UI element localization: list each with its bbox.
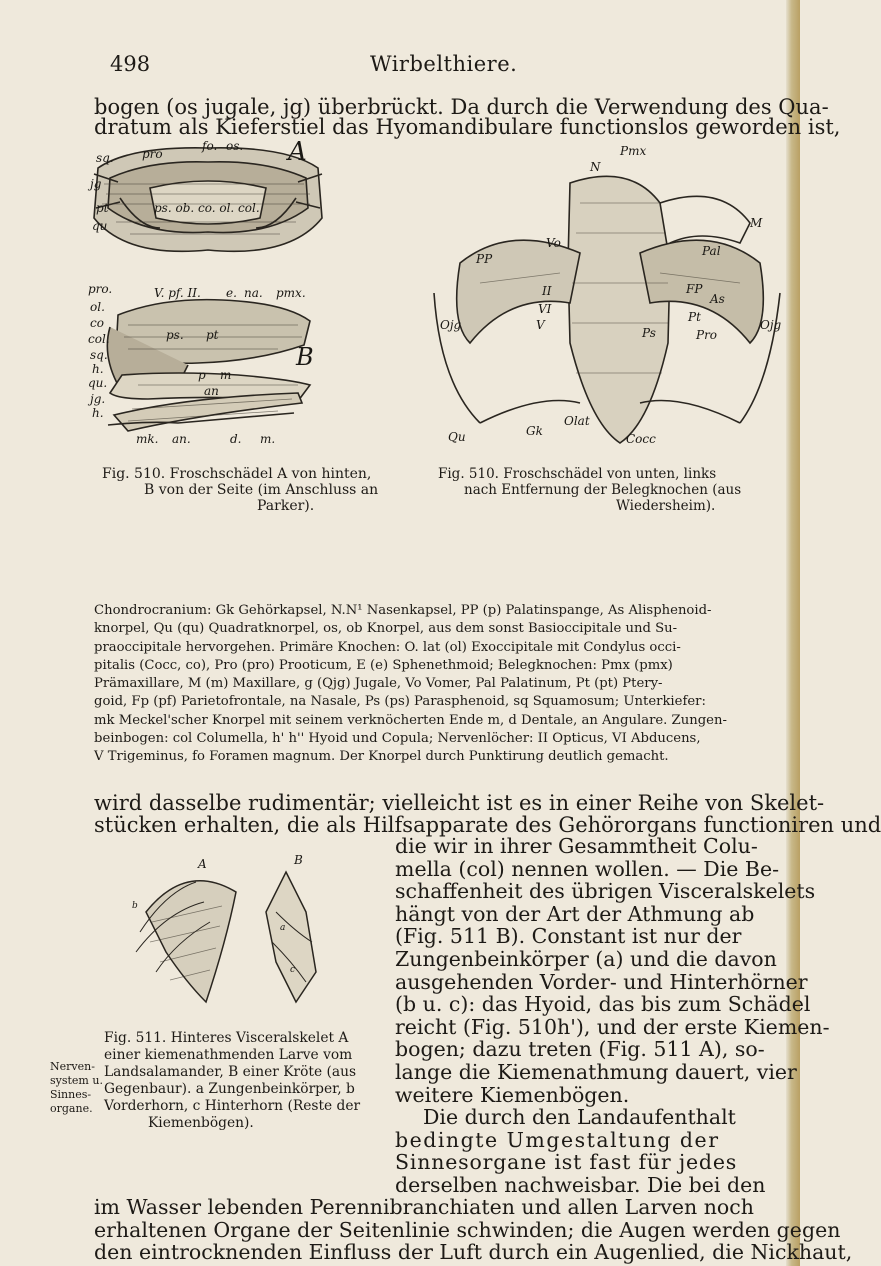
- margin-note: Nerven- system u. Sinnes- organe.: [50, 1060, 103, 1115]
- label-c-pro: Pro: [696, 328, 718, 342]
- paragraph-a: wird dasselbe rudimentär; vielleicht ist es in einer Reihe von Skelet- stücken erhalten, die als Hilfsapparate des Gehörorgans functioniren und: [94, 791, 881, 837]
- label-b-qu: qu.: [88, 376, 108, 390]
- fig511-label-small-c: c: [290, 965, 296, 975]
- label-c-m: M: [750, 216, 763, 230]
- label-b-mk: mk.: [136, 432, 159, 446]
- figure-label-a: A: [288, 137, 307, 167]
- running-head: [0, 52, 800, 82]
- label-b-m: m: [220, 368, 232, 382]
- label-c-vi: VI: [538, 302, 552, 316]
- label-c-as: As: [710, 292, 725, 306]
- label-c-fp: FP: [686, 282, 703, 296]
- label-c-qu: Qu: [448, 430, 466, 444]
- label-b-h2: h.: [92, 406, 104, 420]
- label-b-an2: an.: [172, 432, 191, 446]
- figure-510-b: [88, 275, 320, 447]
- fig511-label-small-a: a: [280, 923, 286, 933]
- label-c-olat: Olat: [564, 414, 590, 428]
- figure-511: [126, 852, 336, 1012]
- label-b-co: co: [90, 316, 104, 330]
- figure-510-ventral: [420, 143, 788, 451]
- label-c-ojg-right: Ojg: [760, 318, 782, 332]
- fig511-caption: Fig. 511. Hinteres Visceralskelet A einer kiemenathmenden Larve vom Landsalamander, B einer Kröte (aus Gegenbaur). a Zungenbeinkörper, b Vorderhorn, c Hinterhorn (Reste der Kiemenbögen).: [104, 1030, 361, 1131]
- label-b-pro: pro.: [88, 282, 113, 296]
- label-b-ps: ps.: [166, 328, 184, 342]
- fig511-label-a: A: [198, 857, 207, 871]
- label-c-pp: PP: [476, 252, 493, 266]
- label-pt: pt: [96, 201, 109, 215]
- label-c-ojg-left: Ojg: [440, 318, 462, 332]
- label-c-gk: Gk: [526, 424, 543, 438]
- label-b-jg: jg.: [90, 392, 106, 406]
- fig510-caption-right: Fig. 510. Froschschädel von unten, links nach Entfernung der Belegknochen (aus Wiedersheim).: [438, 466, 742, 514]
- label-b-col: col.: [88, 332, 110, 346]
- label-c-vo: Vo: [546, 236, 561, 250]
- label-b-p: p: [198, 368, 206, 382]
- label-b-h: h.: [92, 362, 104, 376]
- label-b-nerves: V. pf. II.: [154, 286, 201, 300]
- label-qu: qu: [92, 219, 108, 233]
- label-b-d: d.: [230, 432, 242, 446]
- fig511-label-b: B: [294, 853, 303, 867]
- running-title: Wirbelthiere.: [370, 52, 518, 76]
- fig510-legend: Chondrocranium: Gk Gehörkapsel, N.N¹ Nasenkapsel, PP (p) Palatinspange, As Alisphenoid- knorpel, Qu (qu) Quadratknorpel, os, ob Knorpel, aus dem sonst Basioccipitale und Su- praoccipitale hervorgehen. Primäre Knochen: O. lat (ol) Exoccipitale mit Condylus occi- pitalis (Cocc, co), Pro (pro) Prooticum, E (e) Sphenethmoid; Belegknochen: Pmx (pmx) Prämaxillare, M (m) Maxillare, g (Qjg) Jugale, Vo Vomer, Pal Palatinum, Pt (pt) Ptery- goid, Fp (pf) Parietofrontale, na Nasale, Ps (ps) Parasphenoid, sq Squamosum; Unterkiefer: mk Meckel'scher Knorpel mit seinem verknöcherten Ende m, d Dentale, an Angulare. Zungen- beinbogen: col Columella, h' h'' Hyoid und Copula; Nervenlöcher: II Opticus, VI Abducens, V Trigeminus, fo Foramen magnum. Der Knorpel durch Punktirung deutlich gemacht.: [94, 603, 727, 765]
- label-c-pt: Pt: [688, 310, 701, 324]
- label-c-pal: Pal: [702, 244, 721, 258]
- paragraph-b: die wir in ihrer Gesammtheit Colu- mella (col) nennen wollen. — Die Be- schaffenheit des übrigen Visceralskelets hängt von der Art der Athmung ab (Fig. 511 B). Constant ist nur der Zungenbeinkörper (a) und die davon ausgehenden Vorder- und Hinterhörner (b u. c): das Hyoid, das bis zum Schädel reicht (Fig. 510h'), und der erste Kiemen- bogen; dazu treten (Fig. 511 A), so- lange die Kiemenathmung dauert, vier weitere Kiemenbögen. Die durch den Landaufenthalt bedingte Umgestaltung der Sinnesorgane ist fast für jedes derselben nachweisbar. Die bei den: [395, 834, 830, 1197]
- paragraph-c: im Wasser lebenden Perennibranchiaten und allen Larven noch erhaltenen Organe der Seitenlinie schwinden; die Augen werden gegen den eintrocknenden Einfluss der Luft durch ein Augenlied, die Nickhaut,: [94, 1195, 853, 1265]
- intro-paragraph: bogen (os jugale, jg) überbrückt. Da durch die Verwendung des Qua- dratum als Kieferstiel das Hyomandibulare functionslos geworden ist,: [94, 95, 841, 139]
- label-c-ii: II: [542, 284, 552, 298]
- label-b-m2: m.: [260, 432, 276, 446]
- label-sq: sq.: [96, 151, 114, 165]
- label-os: os.: [226, 139, 244, 153]
- label-fo: fo.: [202, 139, 218, 153]
- label-c-v: V: [536, 318, 545, 332]
- label-b-pt: pt: [206, 328, 219, 342]
- figure-label-b: B: [296, 343, 314, 371]
- label-inner-row: ps. ob. co. ol. col.: [154, 201, 260, 215]
- label-c-pmx: Pmx: [620, 144, 647, 158]
- fig510-caption-left: Fig. 510. Froschschädel A von hinten, B von der Seite (im Anschluss an Parker).: [102, 466, 379, 514]
- label-b-an: an: [204, 384, 219, 398]
- figure-510-a: [90, 138, 326, 268]
- label-c-cocc: Cocc: [626, 432, 656, 446]
- page-number: 498: [110, 52, 151, 76]
- fig511-label-small-b: b: [132, 901, 138, 911]
- label-pro: pro: [142, 147, 163, 161]
- label-b-e: e.: [226, 286, 237, 300]
- label-c-ps: Ps: [642, 326, 656, 340]
- label-c-n: N: [590, 160, 601, 174]
- label-b-na: na.: [244, 286, 263, 300]
- label-jg: jg: [90, 177, 102, 191]
- label-b-sq: sq.: [90, 348, 108, 362]
- label-b-ol: ol.: [90, 300, 105, 314]
- label-b-pmx: pmx.: [276, 286, 306, 300]
